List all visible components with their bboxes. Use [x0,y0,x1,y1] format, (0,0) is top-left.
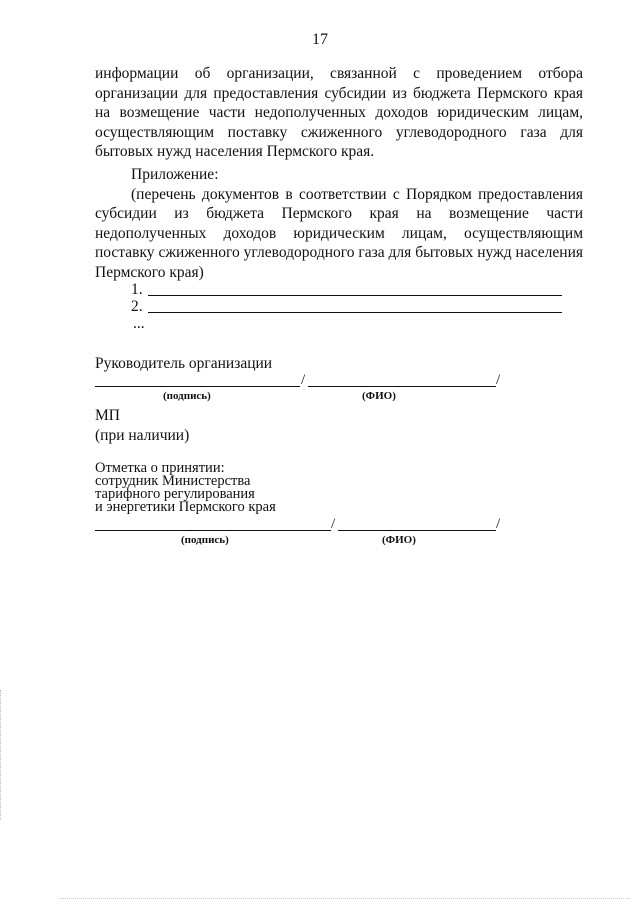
acceptance-signature-caption: (подпись) [181,534,229,546]
org-head-separator-end: / [496,372,501,388]
attachment-block [95,165,583,282]
org-head-signature-caption: (подпись) [163,390,211,402]
org-head-name-caption: (ФИО) [362,390,396,402]
acceptance-separator: / [331,516,336,532]
org-head-signature-line [95,386,300,387]
acceptance-line-3: тарифного регулирования [95,486,255,502]
acceptance-signature-line [95,530,331,531]
acceptance-line-1: Отметка о принятии: [95,460,225,476]
page-number: 17 [312,31,328,48]
attachment-note: (перечень документов в соответствии с Порядком предоставления субсидии из бюджета Пермского края на возмещение части недополученных доходов юридическим лицам, осуществляющим поставку сжиженного углеводородного газа для бытовых нужд населения Пермского края) [95,185,583,281]
attachment-item-1-number: 1. [131,281,143,298]
scan-bottom-edge [60,898,630,899]
attachment-ellipsis: ... [133,315,145,332]
attachment-item-1-line [148,295,562,296]
org-head-name-line [308,386,496,387]
acceptance-line-4: и энергетики Пермского края [95,499,276,515]
intro-paragraph: информации об организации, связанной с проведением отбора организации для предоставления субсидии из бюджета Пермского края на возмещение части недополученных доходов юридическим лицам, осуществляющим поставку сжиженного углеводородного газа для бытовых нужд населения Пермского края. [95,65,583,160]
org-head-separator: / [301,372,306,388]
acceptance-line-2: сотрудник Министерства [95,473,251,489]
attachment-item-2-number: 2. [131,298,143,315]
org-head-title: Руководитель организации [95,355,273,372]
acceptance-separator-end: / [496,516,501,532]
attachment-item-2-line [148,312,562,313]
attachment-heading: Приложение: [131,166,219,183]
seal-label: МП [95,407,120,424]
acceptance-name-caption: (ФИО) [382,534,416,546]
seal-note: (при наличии) [95,427,190,444]
acceptance-name-line [338,530,496,531]
scan-edge-mark [0,690,3,820]
